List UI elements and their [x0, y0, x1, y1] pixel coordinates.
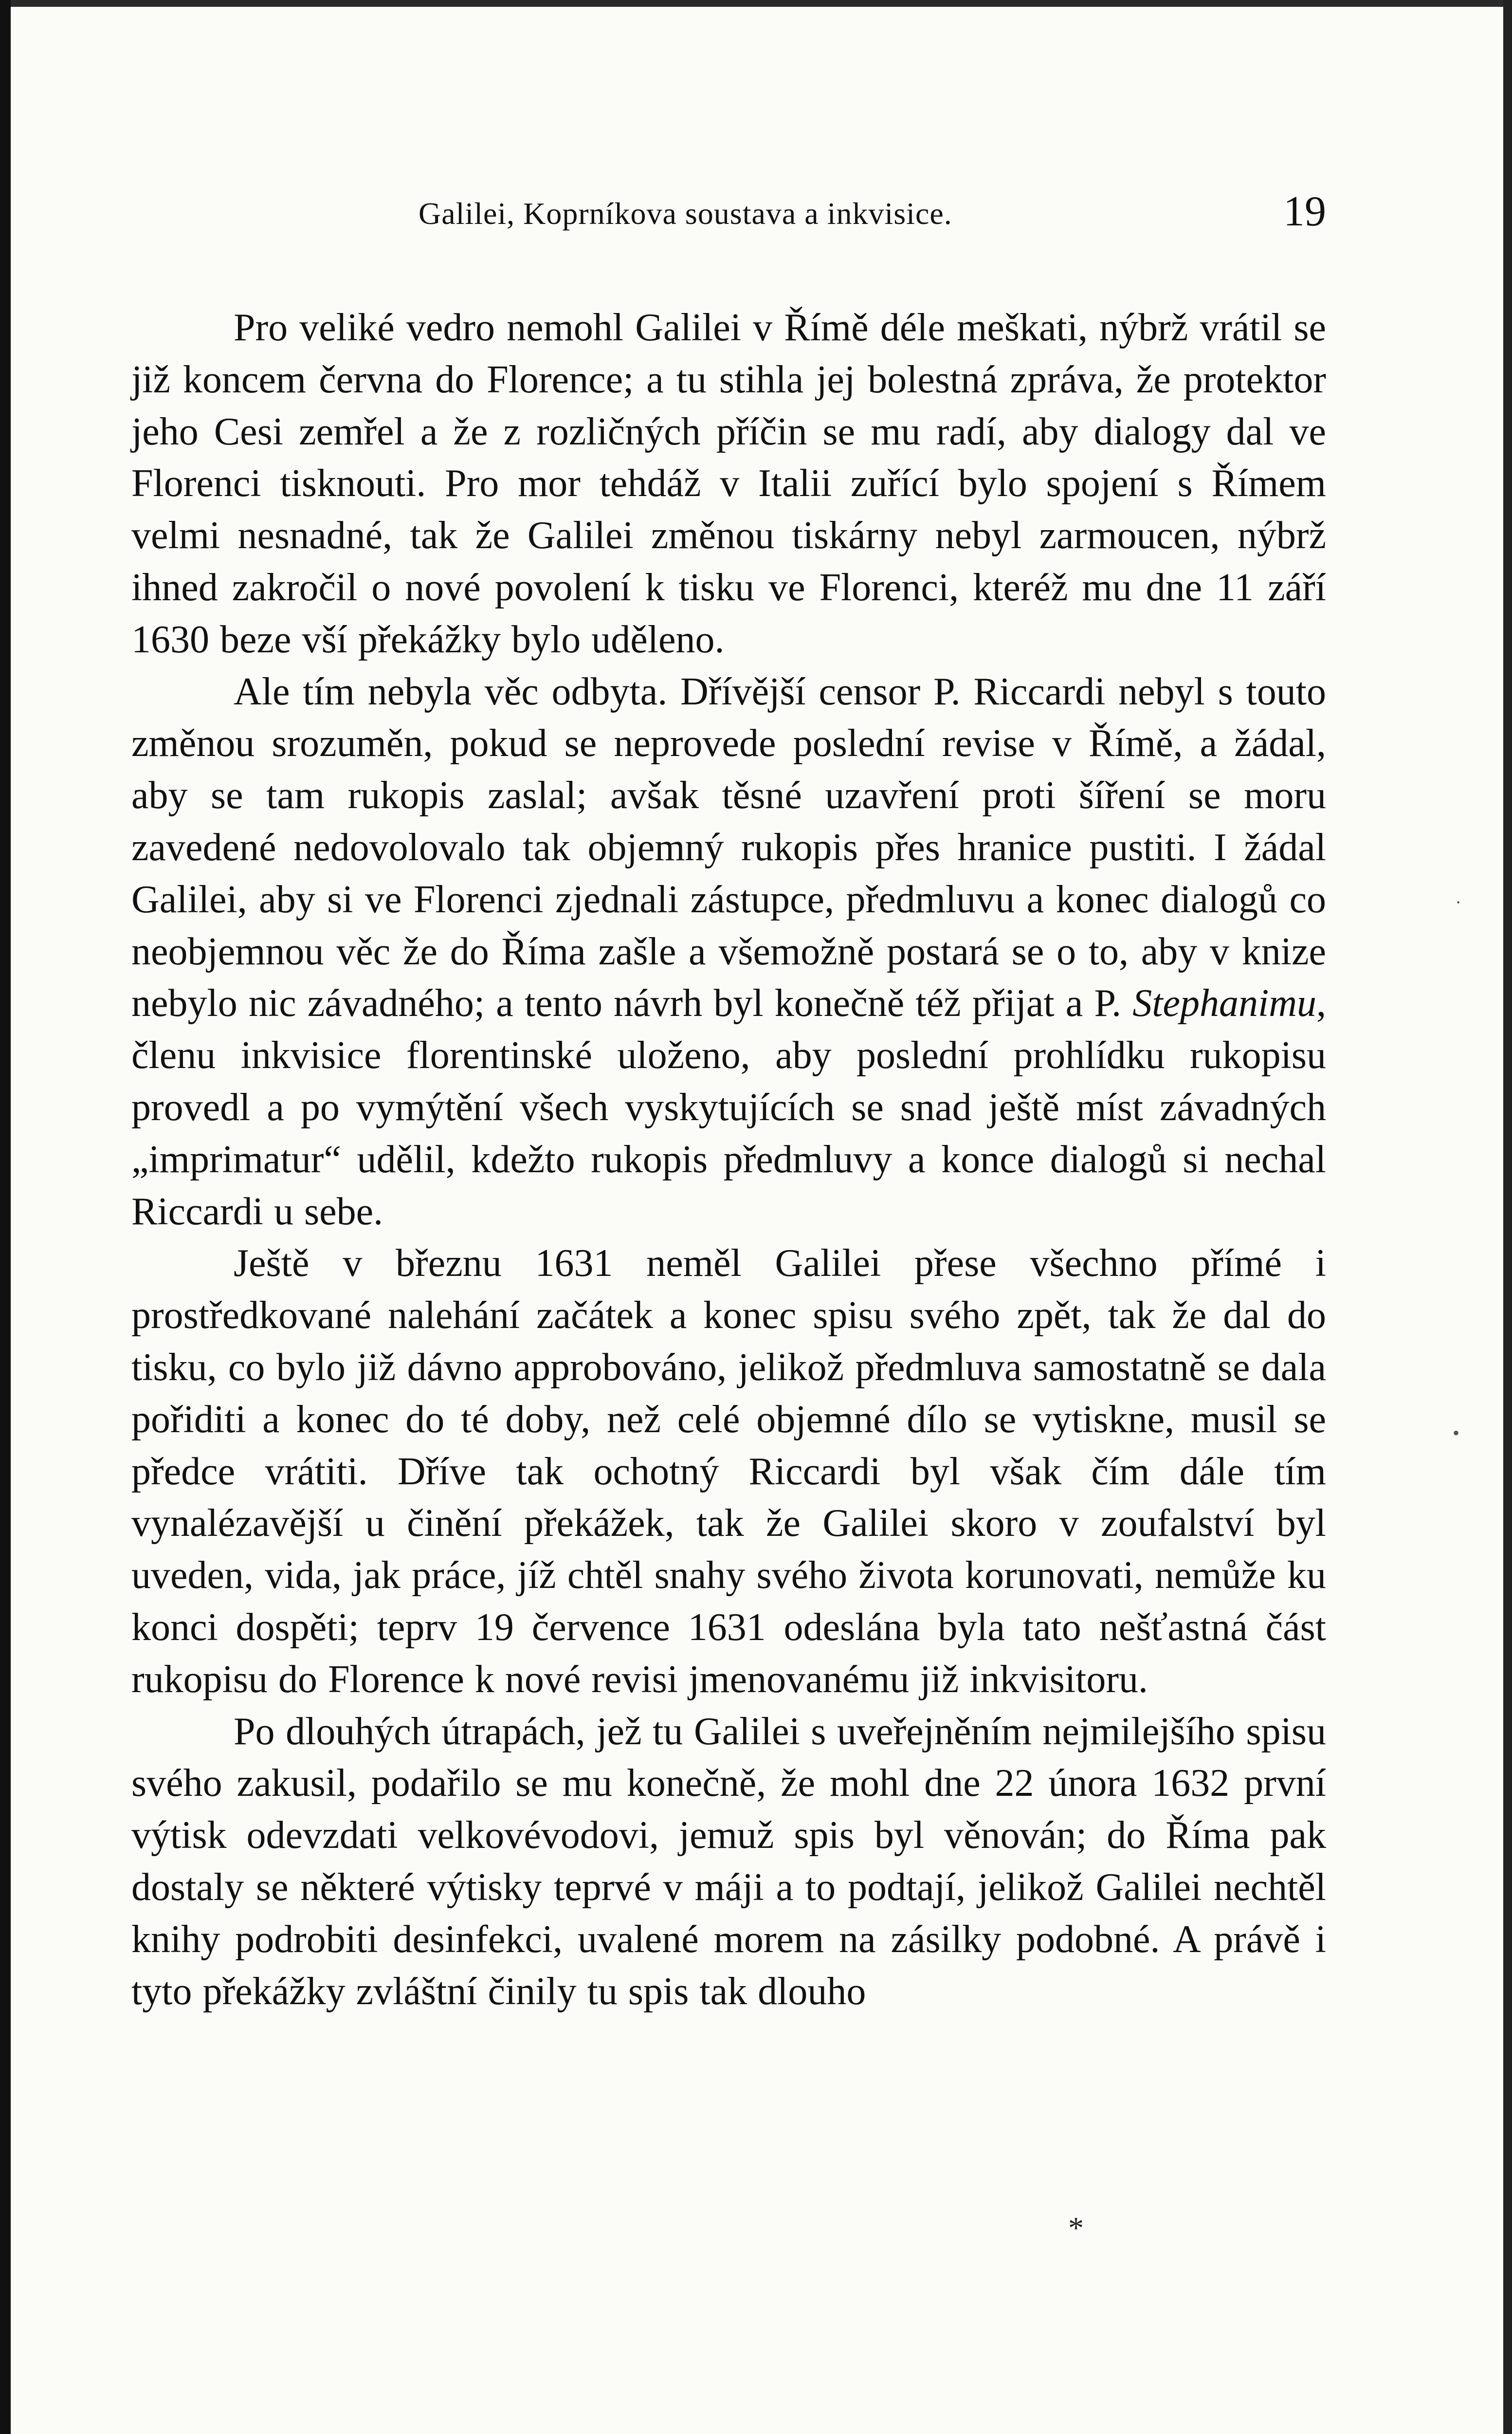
paragraph-4: Po dlouhých útrapách, jež tu Galilei s uveřejněním nejmilejšího spisu svého zakusil, podařilo se mu konečně, že mohl dne 22 února 1632 první výtisk odevzdati velkovévodovi, jemuž spis byl věnován; do Říma pak dostaly se některé výtisky teprvé v máji a to podtají, jelikož Galilei nechtěl knihy podrobiti desinfekci, uvalené morem na zásilky podobné. A právě i tyto překážky zvláštní činily tu spis tak dlouho: [131, 1710, 1326, 2013]
scan-speck: •: [1453, 1422, 1460, 1444]
paragraph-2-continuation: , členu inkvisice florentinské uloženo, aby poslední prohlídku rukopisu provedl a po vymýtění všech vyskytujících se snad ještě míst závadných „imprimatur“ udělil, kdežto rukopis předmluvy a konce dialogů si nechal Riccardi u sebe.: [131, 982, 1327, 1233]
paragraph-2-text: Ale tím nebyla věc odbyta. Dřívější censor P. Riccardi nebyl s touto změnou srozuměn, pokud se neprovede poslední revise v Římě, a žádal, aby se tam rukopis zaslal; avšak těsné uzavření proti šíření se moru zavedené nedovolovalo tak objemný rukopis přes hranice pustiti. I žádal Galilei, aby si ve Florenci zjednali zástupce, předmluvu a konec dialogů co neobjemnou věc že do Říma zašle a všemožně postará se o to, aby v knize nebylo nic závadného; a tento návrh byl konečně též přijat a P.: [131, 670, 1326, 1025]
scan-border-right: [1503, 0, 1512, 2434]
page-content: [131, 185, 1326, 2017]
signature-mark: *: [1068, 2211, 1084, 2245]
paragraph-3: Ještě v březnu 1631 neměl Galilei přese všechno přímé i prostředkované nalehání začátek a konec spisu svého zpět, tak že dal do tisku, co bylo již dávno approbováno, jelikož předmluva samostatně se dala pořiditi a konec do té doby, než celé objemné dílo se vytiskne, musil se předce vrátiti. Dříve tak ochotný Riccardi byl však čím dále tím vynalézavější u činění překážek, tak že Galilei skoro v zoufalství byl uveden, vida, jak práce, jíž chtěl snahy svého života korunovati, nemůže ku konci dospěti; teprv 19 července 1631 odeslána byla tato nešťastná část rukopisu do Florence k nové revisi jmenovanému již inkvisitoru.: [131, 1242, 1326, 1701]
body-text: [131, 302, 1326, 2017]
page-number: 19: [1283, 188, 1326, 235]
scan-speck: ·: [1455, 891, 1462, 913]
scan-border-left: [0, 0, 11, 2434]
running-head: [131, 185, 1326, 243]
paragraph-2-italic-name: Stephanimu: [1132, 982, 1317, 1025]
scan-border-top: [0, 0, 1512, 7]
paragraph-2: [131, 666, 1326, 1238]
paragraph-1: Pro veliké vedro nemohl Galilei v Římě déle meškati, nýbrž vrátil se již koncem června do Florence; a tu stihla jej bolestná zpráva, že protektor jeho Cesi zemřel a že z rozličných příčin se mu radí, aby dialogy dal ve Florenci tisknouti. Pro mor tehdáž v Italii zuřící bylo spojení s Římem velmi nesnadné, tak že Galilei změnou tiskárny nebyl zarmoucen, nýbrž ihned zakročil o nové povolení k tisku ve Florenci, kteréž mu dne 11 září 1630 beze vší překážky bylo uděleno.: [131, 306, 1326, 661]
running-title: Galilei, Koprníkova soustava a inkvisice.: [419, 196, 952, 231]
